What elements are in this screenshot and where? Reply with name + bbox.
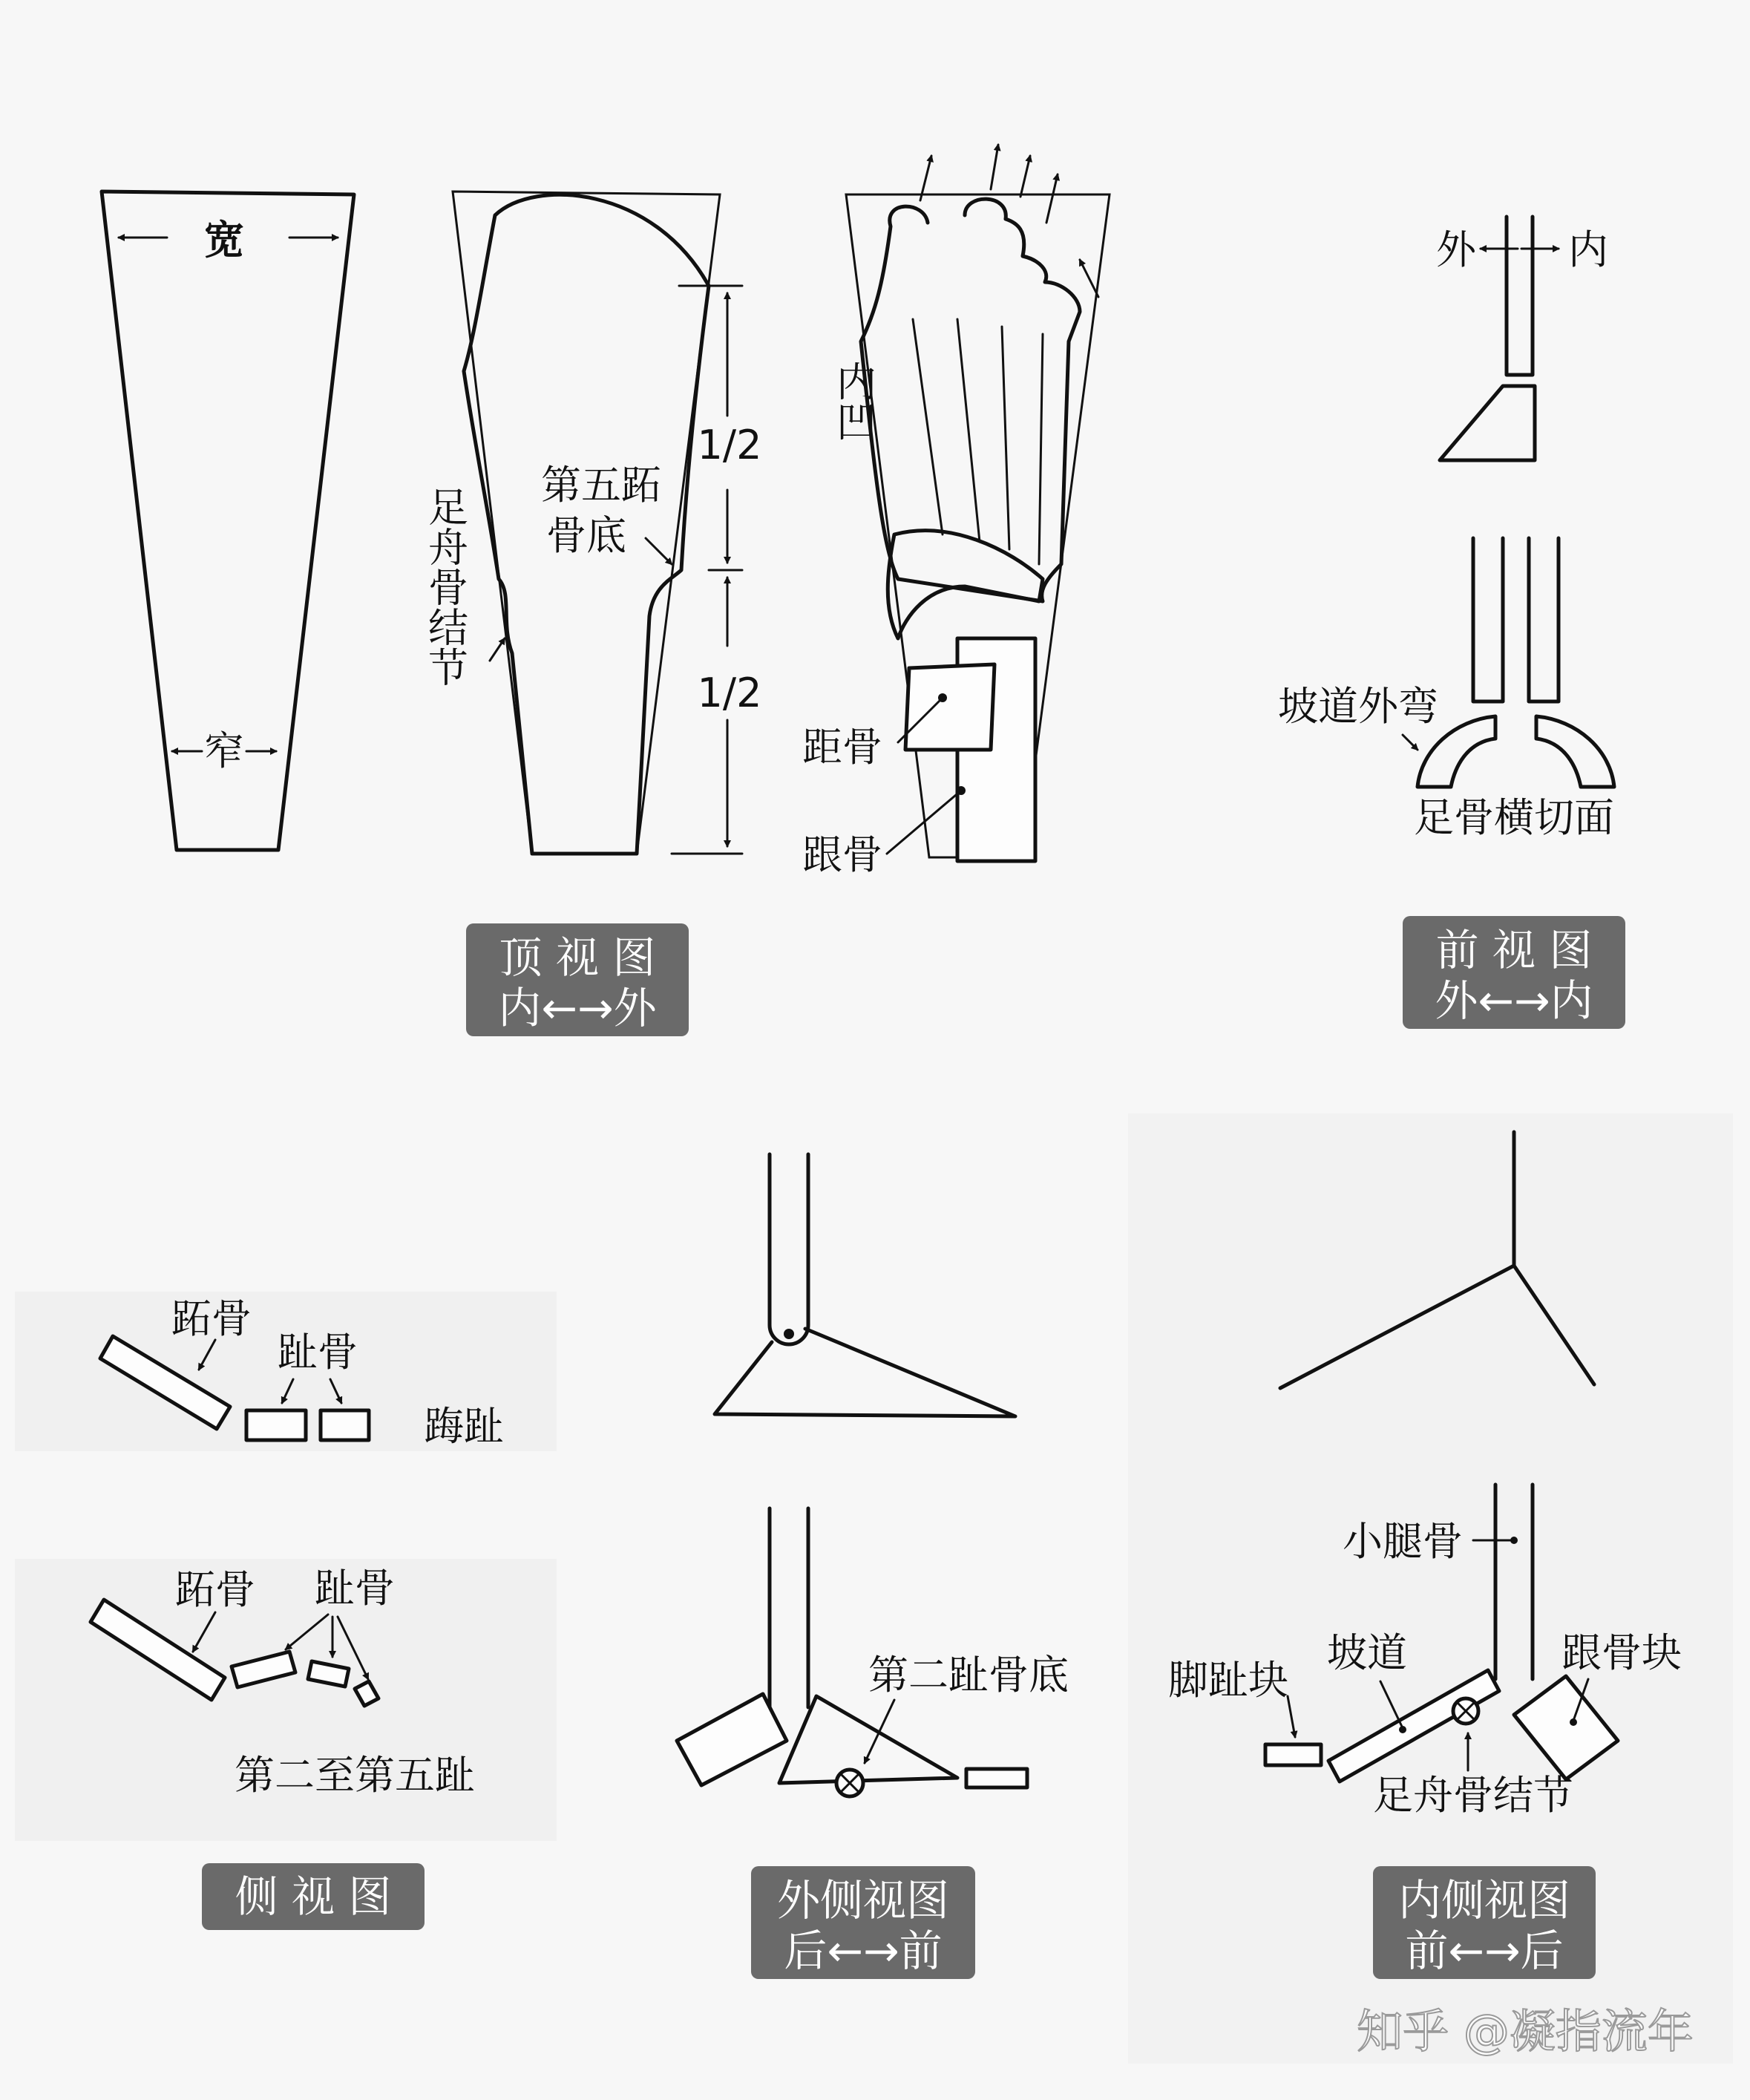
ramp-label: 坡道 — [1327, 1629, 1407, 1676]
metatarsal-line-3 — [1002, 327, 1009, 549]
toe-block-label: 脚趾块 — [1168, 1657, 1288, 1704]
toe-arrow-5 — [1080, 260, 1098, 297]
navicular-label-medial: 足舟骨结节 — [1373, 1772, 1573, 1819]
front-view-badge-line1: 前 视 图 — [1435, 925, 1593, 975]
toe-arrow-3 — [1020, 156, 1030, 197]
tibia-label: 小腿骨 — [1343, 1518, 1463, 1565]
top-view-badge-line1: 顶 视 图 — [499, 932, 656, 983]
leg-bar-right — [1529, 538, 1559, 701]
medial-view-badge-line2: 前←→后 — [1405, 1926, 1564, 1976]
narrow-label: 窄 — [204, 727, 244, 774]
medial-view-badge — [1373, 1866, 1596, 1979]
front-view-badge — [1403, 916, 1625, 1029]
second-toe-base-label: 第二趾骨底 — [868, 1652, 1069, 1698]
leg-post-top — [770, 1154, 808, 1344]
leg-post-bottom — [770, 1508, 808, 1707]
big-toe-label: 踇趾 — [424, 1403, 504, 1450]
tibia-dot — [1510, 1537, 1518, 1544]
toe-arrow-4 — [1046, 174, 1058, 223]
tarsal-band — [888, 531, 1043, 638]
metatarsal-label-a: 跖骨 — [171, 1295, 252, 1342]
toe-arrow-2 — [991, 145, 998, 189]
ramp-triangle — [779, 1696, 957, 1783]
arch-right — [1536, 716, 1614, 787]
side-view-badge-line1: 侧 视 图 — [235, 1871, 392, 1922]
metatarsal-label-b: 跖骨 — [175, 1566, 255, 1613]
toe-block — [966, 1769, 1027, 1787]
upright-bar — [1507, 217, 1533, 375]
top-view-badge — [466, 923, 689, 1036]
half-top-label: 1/2 — [697, 422, 762, 468]
side-panel-bg-2 — [15, 1559, 557, 1841]
phalanx-label-a: 趾骨 — [278, 1329, 358, 1376]
ramp-outward-label: 坡道外弯 — [1278, 683, 1438, 730]
wide-label: 宽 — [204, 217, 244, 264]
toes-2-5-label: 第二至第五趾 — [235, 1752, 475, 1799]
navicular-label: 足舟骨结节 — [422, 486, 469, 687]
top-view-badge-line2: 内←→外 — [498, 983, 657, 1033]
outer-label: 外 — [1436, 226, 1476, 273]
lateral-view-group — [677, 1154, 1069, 1796]
calcaneus-leader — [887, 791, 961, 854]
talus-label: 距骨 — [802, 724, 882, 771]
lateral-view-badge-line1: 外侧视图 — [776, 1875, 950, 1926]
phalanx-label-b: 趾骨 — [315, 1565, 395, 1612]
lateral-view-badge — [751, 1866, 975, 1979]
cross-section-label: 足骨横切面 — [1414, 794, 1614, 841]
leg-bar-left — [1473, 538, 1503, 701]
navicular-arrow — [490, 638, 505, 661]
lateral-view-badge-line2: 后←→前 — [784, 1926, 943, 1976]
ramp-outward-arrow — [1403, 735, 1418, 750]
second-toe-base-arrow — [865, 1700, 894, 1763]
foot-triangle — [715, 1329, 1015, 1416]
metatarsal-line-2 — [957, 319, 980, 542]
phalanx-rect-a2 — [321, 1410, 369, 1440]
talus-rect — [905, 664, 994, 750]
metatarsal-line-4 — [1039, 334, 1043, 564]
front-view-badge-line2: 外←→内 — [1435, 975, 1593, 1026]
calcaneus-label: 跟骨 — [802, 831, 882, 878]
phalanx-rect-a1 — [246, 1410, 306, 1440]
wedge-block — [1440, 386, 1535, 460]
toe-block-medial — [1265, 1744, 1321, 1765]
front-view-group — [1278, 217, 1614, 841]
heel-block — [677, 1694, 787, 1785]
top-view-group — [102, 145, 1110, 878]
concave-label: 内凹 — [830, 361, 877, 441]
watermark: 知乎 @凝指流年 — [1357, 2004, 1694, 2058]
fifth-metatarsal-label-2: 骨底 — [546, 512, 626, 559]
fifth-metatarsal-label-1: 第五跖 — [541, 462, 661, 508]
inner-label: 内 — [1568, 226, 1608, 273]
half-bottom-label: 1/2 — [697, 670, 762, 716]
ankle-pivot — [784, 1329, 794, 1339]
heel-block-label: 跟骨块 — [1561, 1629, 1682, 1676]
metatarsal-line-1 — [913, 319, 943, 534]
fifth-metatarsal-arrow — [646, 538, 672, 564]
side-view-badge — [202, 1863, 425, 1930]
medial-view-badge-line1: 内侧视图 — [1397, 1875, 1571, 1926]
